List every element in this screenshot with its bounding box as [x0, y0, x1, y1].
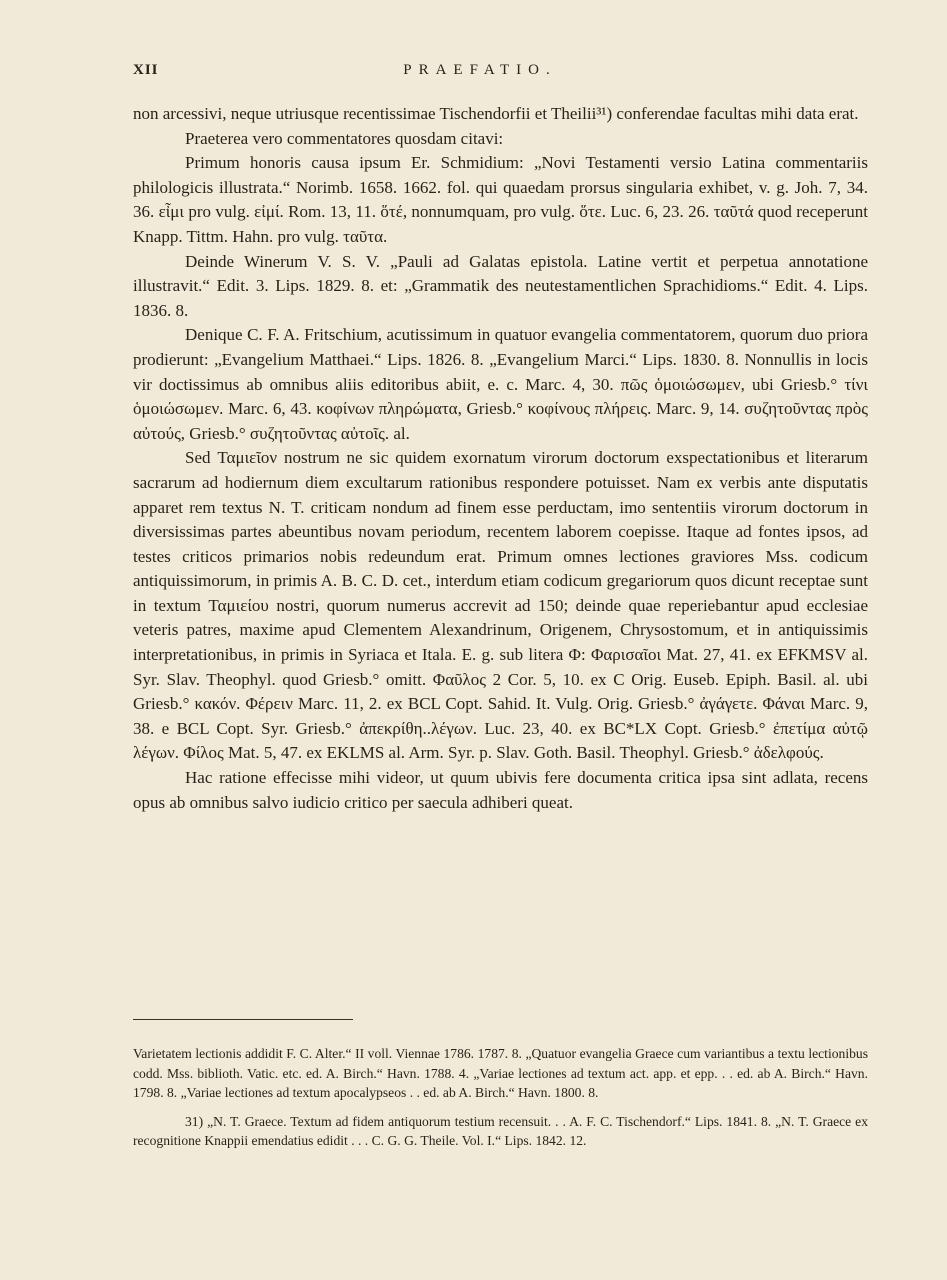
footnote-continued-text: Varietatem lectionis addidit F. C. Alter.“ II voll. Viennae 1786. 1787. 8. „Quatuor evangelia Graece cum variantibus a textu lectionibus codd. Mss. biblioth. Vatic. etc. ed. A. Birch.“ Havn. 1788. 4. „Variae lectiones ad textum act. app. et epp. . . ed. ab A. Birch.“ Havn. 1798. 8. „Variae lectiones ad textum apocalypseos . . ed. ab A. Birch.“ Havn. 1800. 8. — [133, 1046, 868, 1101]
footnote-31-text: „N. T. Graece. Textum ad fidem antiquorum testium recensuit. . . A. F. C. Tischendorf.“ Lips. 1841. 8. „N. T. Graece ex recognitione Knappii emendatius edidit . . . C. G. G. Theile. Vol. I.“ Lips. 1842. 12. — [133, 1113, 868, 1149]
main-text — [133, 102, 868, 815]
footnote-number: 31) — [185, 1113, 204, 1129]
paragraph-5: Denique C. F. A. Fritschium, acutissimum in quatuor evangelia commentatorem, quorum duo priora prodierunt: „Evangelium Matthaei.“ Lips. 1826. 8. „Evangelium Marci.“ Lips. 1830. 8. Nonnullis in locis vir doctissimus ab omnibus aliis editoribus abiit, e. c. Marc. 4, 30. πῶς ὁμοιώσωμεν, ubi Griesb.° τίνι ὁμοιώσωμεν. Marc. 6, 43. κοφίνων πληρώματα, Griesb.° κοφίνους πλήρεις. Marc. 9, 14. συζητοῦντας πρὸς αὐτούς, Griesb.° συζητοῦντας αὐτοῖς. al. — [133, 325, 868, 443]
paragraph-1: non arcessivi, neque utriusque recentissimae Tischendorfii et Theilii³¹) conferendae facultas mihi data erat. — [133, 104, 859, 123]
running-header — [133, 62, 867, 86]
page-number: XII — [133, 62, 159, 78]
paragraph-6: Sed Ταμιεῖον nostrum ne sic quidem exornatum virorum doctorum exspectationibus et literarum sacrarum ad hodiernum diem excultarum rationibus respondere potuisset. Nam ex verbis ante disputatis apparet rem textus N. T. criticam nondum ad finem esse perductam, imo sententiis virorum doctorum in diversissimas partes abeuntibus novam periodum, recentem laborem coepisse. Itaque ad fontes ipsos, ad testes criticos primarios nobis redeundum erat. Primum omnes lectiones graviores Mss. codicum antiquissimorum, in primis A. B. C. D. cet., interdum etiam codicum gregariorum quos dicunt receptae sunt in textum Ταμιείου nostri, quorum numerus accrevit ad 150; deinde quae reperiebantur apud ecclesiae veteris patres, maxime apud Clementem Alexandrinum, Origenem, Chrysostomum, et in antiquissimis interpretationibus, in primis in Syriaca et Itala. E. g. sub litera Φ: Φαρισαῖοι Mat. 27, 41. ex EFKMSV al. Syr. Slav. Theophyl. quod Griesb.° omitt. Φαῦλος 2 Cor. 5, 10. ex C Orig. Euseb. Epiph. Basil. al. ubi Griesb.° κακόν. Φέρειν Marc. 11, 2. ex BCL Copt. Sahid. It. Vulg. Orig. Griesb.° ἀγάγετε. Φάναι Marc. 9, 38. e BCL Copt. Syr. Griesb.° ἀπεκρίθη..λέγων. Luc. 23, 40. ex BC*LX Copt. Griesb.° ἐπετίμα αὐτῷ λέγων. Φίλος Mat. 5, 47. ex EKLMS al. Arm. Syr. p. Slav. Goth. Basil. Theophyl. Griesb.° ἀδελφούς. — [133, 448, 868, 763]
footnote-divider — [133, 1019, 353, 1020]
paragraph-7: Hac ratione effecisse mihi videor, ut quum ubivis fere documenta critica ipsa sint adlata, recens opus ab omnibus salvo iudicio critico per saecula adhiberi queat. — [133, 768, 868, 812]
footnotes — [133, 1044, 868, 1151]
paragraph-4: Deinde Winerum V. S. V. „Pauli ad Galatas epistola. Latine vertit et perpetua annotatione illustravit.“ Edit. 3. Lips. 1829. 8. et: „Grammatik des neutestamentlichen Sprachidioms.“ Edit. 4. Lips. 1836. 8. — [133, 251, 868, 320]
running-title: PRAEFATIO. — [403, 62, 557, 78]
paragraph-3: Primum honoris causa ipsum Er. Schmidium: „Novi Testamenti versio Latina commentariis philologicis illustrata.“ Norimb. 1658. 1662. fol. qui quaedam prorsus singularia exhibet, v. g. Joh. 7, 34. 36. εἶμι pro vulg. εἰμί. Rom. 13, 11. ὅτέ, nonnumquam, pro vulg. ὅτε. Luc. 6, 23. 26. ταῦτά quod receperunt Knapp. Tittm. Hahn. pro vulg. ταῦτα. — [133, 153, 868, 246]
paragraph-2: Praeterea vero commentatores quosdam citavi: — [185, 128, 504, 148]
footnote-continued — [133, 1044, 868, 1103]
footnote-31 — [133, 1112, 868, 1151]
